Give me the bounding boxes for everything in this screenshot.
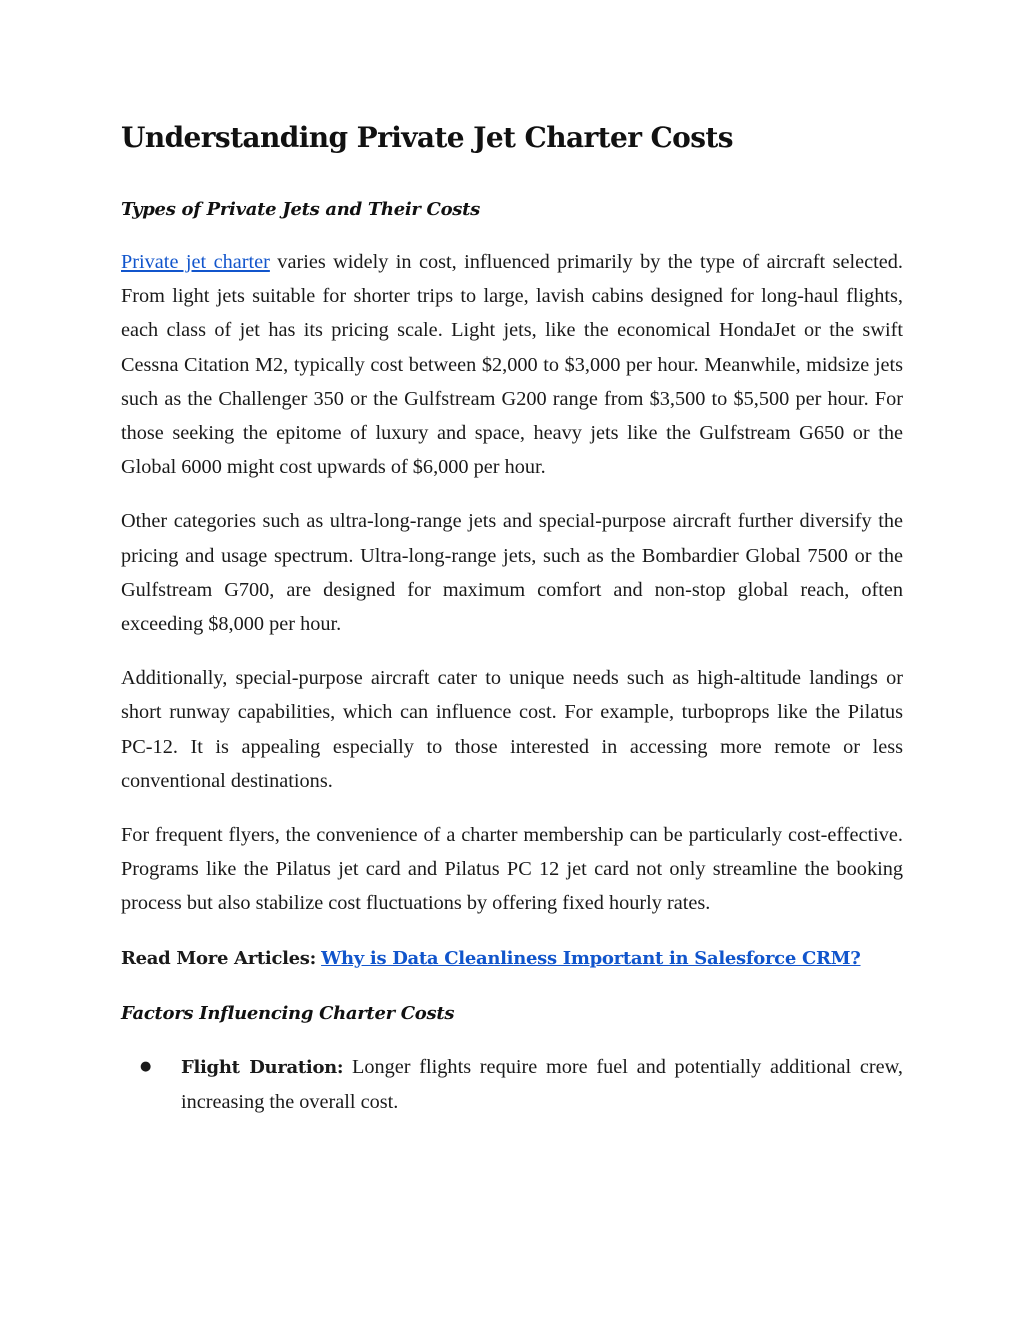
read-more-article-link[interactable]: Why is Data Cleanliness Important in Salesforce CRM? [321, 947, 861, 969]
read-more-label: Read More Articles: [121, 947, 316, 969]
private-jet-charter-link[interactable]: Private jet charter [121, 251, 270, 273]
list-item-text [181, 1050, 903, 1119]
read-more-line [121, 941, 903, 976]
document-page [121, 118, 903, 1119]
paragraph-special-purpose: Additionally, special-purpose aircraft cater to unique needs such as high-altitude landings or short runway capabilities, which can influence cost. For example, turboprops like the Pilatus PC-12. It is appealing especially to those interested in accessing more remote or less conventional destinations. [121, 667, 903, 792]
list-item-description: Longer flights require more fuel and potentially additional crew, increasing the overall cost. [181, 1055, 903, 1114]
list-item [121, 1050, 903, 1119]
paragraph-intro [121, 245, 903, 484]
section-heading-factors: Factors Influencing Charter Costs [121, 1002, 455, 1024]
paragraph-membership: For frequent flyers, the convenience of a charter membership can be particularly cost-effective. Programs like the Pilatus jet card and Pilatus PC 12 jet card not only streamline the booking process but also stabilize cost fluctuations by offering fixed hourly rates. [121, 824, 903, 915]
list-item-term: Flight Duration: [181, 1056, 344, 1078]
page-title: Understanding Private Jet Charter Costs [121, 121, 733, 154]
factors-list [121, 1050, 903, 1119]
bullet-icon: ● [140, 1058, 152, 1074]
section-heading-types: Types of Private Jets and Their Costs [121, 199, 480, 220]
paragraph-ultra-long-range: Other categories such as ultra-long-range jets and special-purpose aircraft further diversify the pricing and usage spectrum. Ultra-long-range jets, such as the Bombardier Global 7500 or the Gulfstream G700, are designed for maximum comfort and non-stop global reach, often exceeding $8,000 per hour. [121, 510, 903, 636]
paragraph-intro-text: varies widely in cost, influenced primarily by the type of aircraft selected. From light jets suitable for shorter trips to large, lavish cabins designed for long-haul flights, each class of jet has its pricing scale. Light jets, like the economical HondaJet or the swift Cessna Citation M2, typically cost between $2,000 to $3,000 per hour. Meanwhile, midsize jets such as the Challenger 350 or the Gulfstream G200 range from $3,500 to $5,500 per hour. For those seeking the epitome of luxury and space, heavy jets like the Gulfstream G650 or the Global 6000 might cost upwards of $6,000 per hour. [121, 251, 903, 479]
